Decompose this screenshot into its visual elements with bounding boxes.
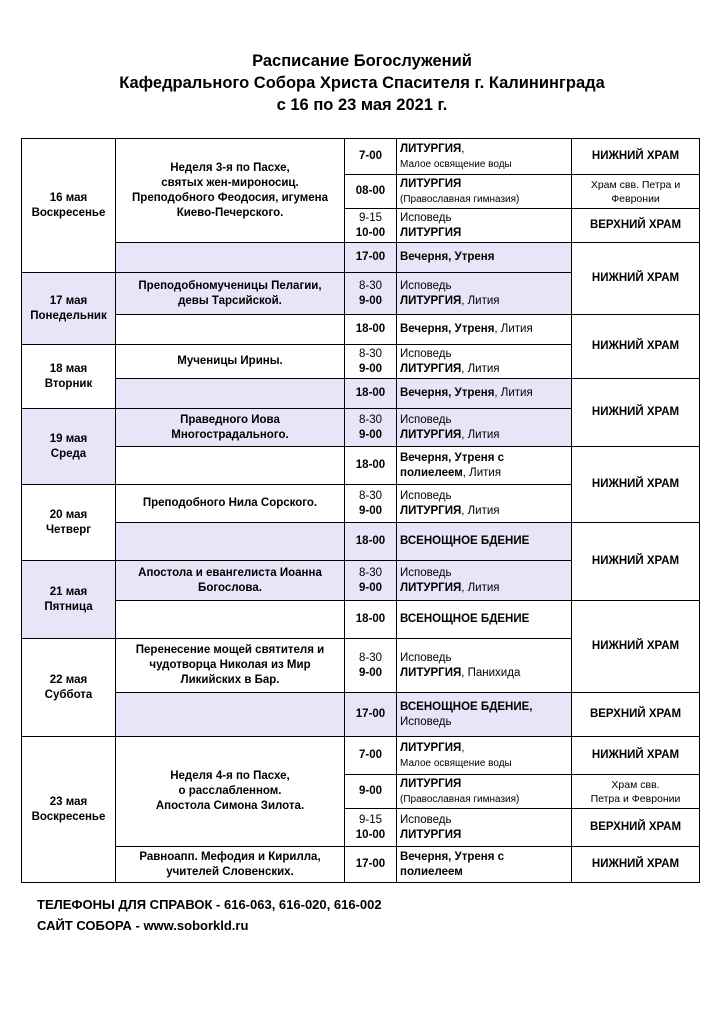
- day-date: 20 мая: [49, 508, 88, 521]
- service-line: Исповедь: [400, 489, 452, 502]
- service-cell: [397, 315, 572, 345]
- service-cell: [397, 273, 572, 315]
- table-row: [22, 847, 700, 883]
- day-weekday: Вторник: [44, 377, 93, 390]
- saint-line: Киево-Печерского.: [176, 206, 284, 219]
- time-cell: [345, 209, 397, 243]
- day-cell: [22, 273, 116, 345]
- service-cell: [397, 447, 572, 485]
- saint-line: Неделя 4-я по Пасхе,: [170, 770, 290, 782]
- table-row: [22, 243, 700, 273]
- day-cell: [22, 485, 116, 561]
- place-cell: НИЖНИЙ ХРАМ: [572, 379, 700, 447]
- day-date: 17 мая: [49, 294, 88, 307]
- place-cell: НИЖНИЙ ХРАМ: [572, 315, 700, 379]
- time-cell: [345, 639, 397, 693]
- day-weekday: Воскресенье: [31, 810, 106, 823]
- saint-cell-empty: [116, 243, 345, 273]
- place-cell: НИЖНИЙ ХРАМ: [572, 737, 700, 775]
- saint-cell: [116, 561, 345, 601]
- time-cell: [345, 485, 397, 523]
- service-name: Вечерня, Утреня: [400, 387, 495, 399]
- saint-cell-empty: [116, 523, 345, 561]
- service-note: (Православная гимназия): [400, 793, 520, 805]
- service-name: Вечерня, Утреня с: [400, 451, 505, 464]
- schedule-table: [21, 138, 700, 883]
- day-cell: [22, 345, 116, 409]
- day-weekday: Пятница: [44, 600, 93, 613]
- footer-phones: ТЕЛЕФОНЫ ДЛЯ СПРАВОК - 616-063, 616-020, 616-002: [37, 897, 382, 912]
- time-cell: 17-00: [345, 847, 397, 883]
- service-line: Исповедь: [400, 715, 452, 728]
- service-cell: [397, 345, 572, 379]
- saint-line: Апостола Симона Зилота.: [155, 800, 305, 812]
- service-cell: [397, 209, 572, 243]
- time-cell: 18-00: [345, 379, 397, 409]
- service-tail: , Лития: [461, 581, 500, 594]
- place-line: Храм свв. Петра и: [590, 178, 681, 191]
- page-title-line2: Кафедрального Собора Христа Спасителя г. Калининграда: [119, 74, 605, 92]
- time-cell: [345, 273, 397, 315]
- service-cell: [397, 847, 572, 883]
- place-line: Петра и Февронии: [590, 792, 681, 805]
- saint-line: девы Тарсийской.: [178, 294, 282, 307]
- day-date: 21 мая: [49, 585, 88, 598]
- day-date: 19 мая: [49, 432, 88, 445]
- service-tail: , Лития: [461, 428, 500, 441]
- service-name: ВСЕНОЩНОЕ БДЕНИЕ: [400, 535, 530, 547]
- service-line: Исповедь: [400, 279, 452, 292]
- saint-cell: [116, 139, 345, 243]
- service-cell: [397, 561, 572, 601]
- table-row: [22, 601, 700, 639]
- place-line: Февронии: [611, 192, 660, 205]
- service-name: ВСЕНОЩНОЕ БДЕНИЕ: [400, 613, 530, 625]
- service-cell: [397, 809, 572, 847]
- service-name: ЛИТУРГИЯ: [400, 226, 462, 239]
- place-cell: НИЖНИЙ ХРАМ: [572, 243, 700, 315]
- table-row: [22, 315, 700, 345]
- place-cell: НИЖНИЙ ХРАМ: [572, 447, 700, 523]
- saint-cell: [116, 409, 345, 447]
- service-name: ЛИТУРГИЯ: [400, 777, 462, 790]
- service-name: ЛИТУРГИЯ: [400, 294, 462, 307]
- place-cell: ВЕРХНИЙ ХРАМ: [572, 809, 700, 847]
- service-name: Вечерня, Утреня с: [400, 850, 505, 863]
- time-cell: [345, 409, 397, 447]
- table-row: [22, 379, 700, 409]
- service-cell: [397, 523, 572, 561]
- time-liturgy: 9-00: [358, 581, 383, 594]
- service-cell: [397, 775, 572, 809]
- time-cell: 18-00: [345, 315, 397, 345]
- saint-line: о расслабленном.: [178, 785, 282, 797]
- saint-line: учителей Словенских.: [166, 865, 294, 878]
- saint-line: Равноапп. Мефодия и Кирилла,: [139, 850, 321, 863]
- time-cell: 7-00: [345, 737, 397, 775]
- table-row: [22, 693, 700, 737]
- service-note: (Православная гимназия): [400, 193, 520, 205]
- table-row: [22, 139, 700, 175]
- saint-cell: [116, 737, 345, 847]
- service-tail: ,: [461, 741, 465, 754]
- time-liturgy: 9-00: [358, 294, 383, 307]
- service-cell: [397, 693, 572, 737]
- service-tail: ,: [461, 142, 465, 155]
- place-cell: [572, 775, 700, 809]
- saint-line: Перенесение мощей святителя и: [135, 644, 325, 656]
- service-line: Исповедь: [400, 566, 452, 579]
- place-cell: НИЖНИЙ ХРАМ: [572, 847, 700, 883]
- page-title-line1: Расписание Богослужений: [252, 52, 472, 70]
- day-date: 22 мая: [49, 673, 88, 686]
- service-cell: [397, 409, 572, 447]
- table-row: [22, 523, 700, 561]
- time-cell: 18-00: [345, 447, 397, 485]
- day-cell: [22, 737, 116, 883]
- time-cell: 08-00: [345, 175, 397, 209]
- service-tail: , Лития: [461, 294, 500, 307]
- service-cell: [397, 737, 572, 775]
- service-name: ВСЕНОЩНОЕ БДЕНИЕ,: [400, 700, 533, 713]
- table-row: [22, 447, 700, 485]
- time-cell: 7-00: [345, 139, 397, 175]
- service-tail: , Лития: [461, 362, 500, 375]
- time-cell: 18-00: [345, 523, 397, 561]
- footer-site: САЙТ СОБОРА - www.soborkld.ru: [37, 918, 249, 933]
- service-cell: [397, 601, 572, 639]
- service-name: ЛИТУРГИЯ: [400, 142, 462, 155]
- time-liturgy: 9-00: [358, 666, 383, 679]
- saint-cell-empty: [116, 315, 345, 345]
- time-cell: [345, 345, 397, 379]
- saint-line: святых жен-мироносиц.: [161, 176, 299, 189]
- service-note: Малое освящение воды: [400, 757, 512, 769]
- service-tail: , Панихида: [461, 666, 521, 679]
- table-row: [22, 737, 700, 775]
- day-cell: [22, 409, 116, 485]
- day-date: 23 мая: [49, 795, 88, 808]
- service-cell: [397, 639, 572, 693]
- place-cell: НИЖНИЙ ХРАМ: [572, 523, 700, 601]
- saint-line: Богослова.: [198, 581, 262, 594]
- service-cell: [397, 175, 572, 209]
- time-liturgy: 10-00: [355, 828, 386, 841]
- time-confession: 8-30: [358, 566, 383, 579]
- place-cell: ВЕРХНИЙ ХРАМ: [572, 693, 700, 737]
- time-cell: 17-00: [345, 243, 397, 273]
- day-cell: [22, 639, 116, 737]
- service-tail: , Лития: [494, 387, 533, 399]
- day-cell: [22, 561, 116, 639]
- saint-line: Ликийских в Бар.: [180, 674, 280, 686]
- page-title-dates: с 16 по 23 мая 2021 г.: [276, 96, 448, 114]
- day-weekday: Суббота: [44, 688, 93, 701]
- place-cell: НИЖНИЙ ХРАМ: [572, 139, 700, 175]
- saint-cell: [116, 273, 345, 315]
- service-name: ЛИТУРГИЯ: [400, 828, 462, 841]
- time-cell: 9-00: [345, 775, 397, 809]
- day-date: 18 мая: [49, 362, 88, 375]
- service-name: полиелеем: [400, 466, 463, 479]
- service-cell: [397, 139, 572, 175]
- saint-cell: [116, 639, 345, 693]
- service-line: Исповедь: [400, 347, 452, 360]
- time-liturgy: 9-00: [358, 428, 383, 441]
- time-cell: [345, 809, 397, 847]
- service-cell: [397, 243, 572, 273]
- saint-line: Преподобного Феодосия, игумена: [132, 191, 328, 204]
- day-weekday: Воскресенье: [31, 206, 106, 219]
- time-confession: 8-30: [358, 279, 383, 292]
- day-weekday: Четверг: [45, 523, 92, 536]
- day-weekday: Среда: [50, 447, 87, 460]
- time-liturgy: 9-00: [358, 504, 383, 517]
- saint-cell-empty: [116, 447, 345, 485]
- time-confession: 8-30: [358, 347, 383, 360]
- saint-cell-empty: [116, 379, 345, 409]
- service-name: ЛИТУРГИЯ: [400, 362, 462, 375]
- service-tail: , Лития: [494, 323, 533, 335]
- service-name: ЛИТУРГИЯ: [400, 428, 462, 441]
- service-name: ЛИТУРГИЯ: [400, 666, 462, 679]
- saint-cell: Мученицы Ирины.: [116, 345, 345, 379]
- service-line: Исповедь: [400, 651, 452, 664]
- time-liturgy: 10-00: [355, 226, 386, 239]
- time-cell: [345, 561, 397, 601]
- time-cell: 18-00: [345, 601, 397, 639]
- saint-line: Апостола и евангелиста Иоанна: [138, 566, 322, 579]
- saint-line: Праведного Иова: [180, 413, 280, 426]
- time-cell: 17-00: [345, 693, 397, 737]
- service-cell: [397, 485, 572, 523]
- place-cell: НИЖНИЙ ХРАМ: [572, 601, 700, 693]
- service-name: Вечерня, Утреня: [400, 251, 495, 263]
- service-line: Исповедь: [400, 413, 452, 426]
- service-name: полиелеем: [400, 865, 463, 878]
- time-confession: 9-15: [358, 813, 383, 826]
- time-confession: 8-30: [358, 413, 383, 426]
- place-cell: ВЕРХНИЙ ХРАМ: [572, 209, 700, 243]
- time-confession: 9-15: [358, 211, 383, 224]
- service-note: Малое освящение воды: [400, 158, 512, 170]
- saint-cell: [116, 847, 345, 883]
- saint-line: Неделя 3-я по Пасхе,: [170, 161, 290, 174]
- day-cell: [22, 139, 116, 273]
- saint-line: Преподобномученицы Пелагии,: [138, 279, 322, 292]
- service-name: ЛИТУРГИЯ: [400, 504, 462, 517]
- service-name: Вечерня, Утреня: [400, 323, 495, 335]
- saint-cell-empty: [116, 693, 345, 737]
- place-cell: [572, 175, 700, 209]
- time-liturgy: 9-00: [358, 362, 383, 375]
- service-tail: , Лития: [461, 504, 500, 517]
- place-line: Храм свв.: [611, 778, 660, 791]
- saint-cell: Преподобного Нила Сорского.: [116, 485, 345, 523]
- day-weekday: Понедельник: [30, 309, 107, 322]
- saint-line: чудотворца Николая из Мир: [149, 659, 311, 671]
- saint-line: Многострадального.: [171, 428, 289, 441]
- time-confession: 8-30: [358, 651, 383, 664]
- service-name: ЛИТУРГИЯ: [400, 177, 462, 190]
- service-cell: [397, 379, 572, 409]
- service-tail: , Лития: [462, 466, 502, 479]
- service-line: Исповедь: [400, 211, 452, 224]
- time-confession: 8-30: [358, 489, 383, 502]
- service-line: Исповедь: [400, 813, 452, 826]
- service-name: ЛИТУРГИЯ: [400, 581, 462, 594]
- saint-cell-empty: [116, 601, 345, 639]
- day-date: 16 мая: [49, 191, 88, 204]
- service-name: ЛИТУРГИЯ: [400, 741, 462, 754]
